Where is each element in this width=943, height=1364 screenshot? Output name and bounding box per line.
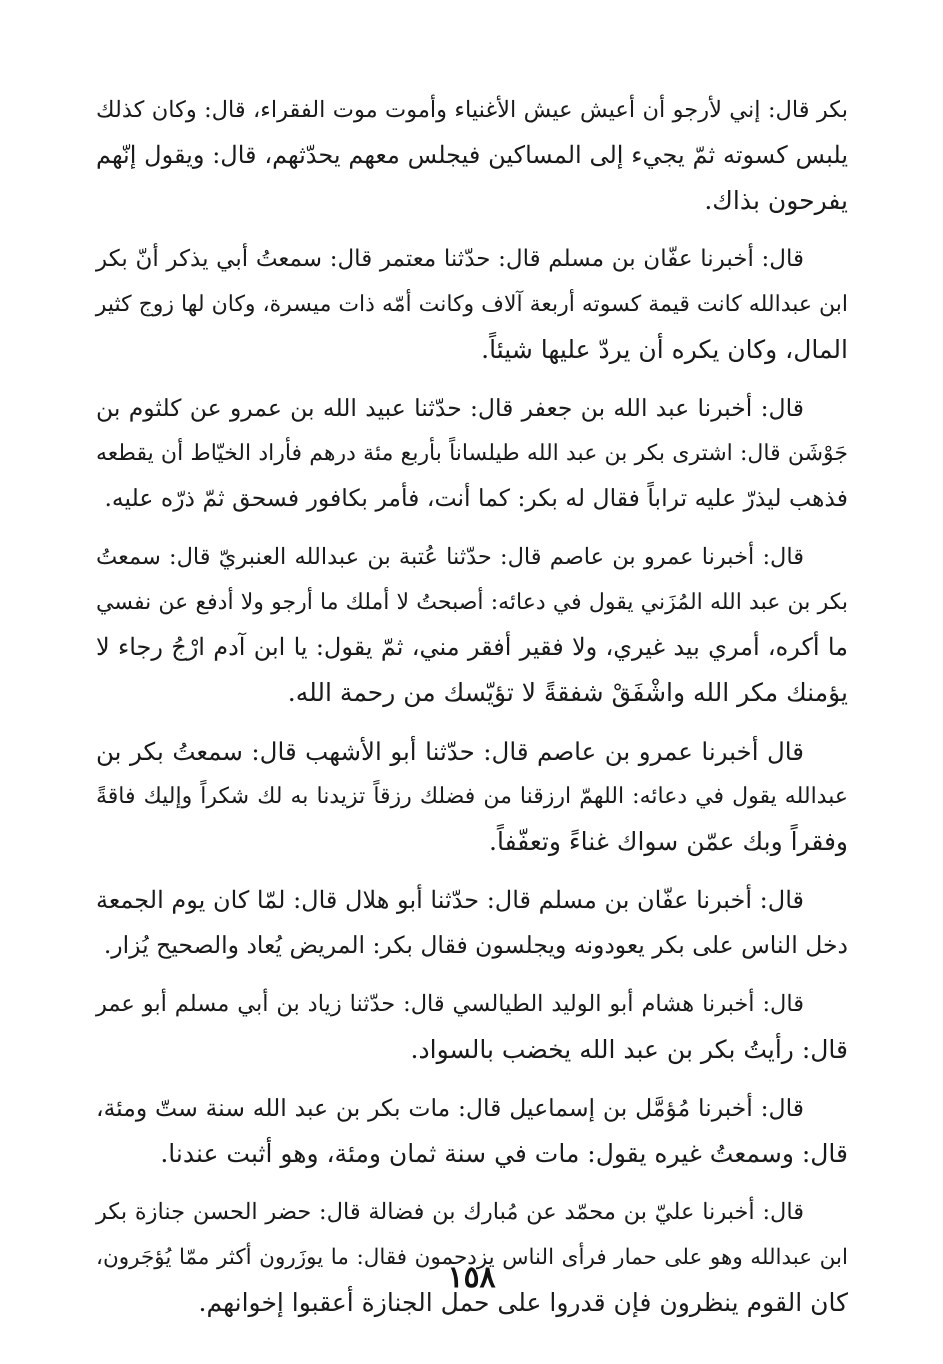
text-line: يفرحون بذاك. (704, 186, 848, 215)
text-line: بكر قال: إني لأرجو أن أعيش عيش الأغنياء وأموت موت الفقراء، قال: وكان كذلك (96, 97, 848, 123)
paragraph (96, 1190, 848, 1325)
text-line: وفقراً وبك عمّن سواك غناءً وتعفّفاً. (489, 827, 848, 856)
text-line: قال: وسمعتُ غيره يقول: مات في سنة ثمان ومئة، وهو أثبت عندنا. (160, 1139, 848, 1168)
paragraph (96, 535, 848, 715)
text-line: قال أخبرنا عمرو بن عاصم قال: حدّثنا أبو الأشهب قال: سمعتُ بكر بن (96, 737, 804, 766)
paragraph (96, 1086, 848, 1176)
text-line: بكر بن عبد الله المُزَني يقول في دعائه: أصبحتُ لا أملك ما أرجو ولا أدفع عن نفسي (96, 590, 848, 615)
text-line: قال: أخبرنا عمرو بن عاصم قال: حدّثنا عُتبة بن عبدالله العنبريّ قال: سمعتُ (96, 544, 804, 570)
text-line: يلبس كسوته ثمّ يجيء إلى المساكين فيجلس معهم يحدّثهم، قال: ويقول إنّهم (96, 141, 848, 169)
page-number: ١٥٨ (447, 1260, 496, 1295)
text-line: دخل الناس على بكر يعودونه ويجلسون فقال بكر: المريض يُعاد والصحيح يُزار. (103, 931, 848, 959)
text-line: ابن عبدالله كانت قيمة كسوته أربعة آلاف وكانت أمّه ذات ميسرة، وكان لها زوج كثير (95, 292, 848, 317)
text-line: ابن عبدالله وهو على حمار فرأى الناس يزدحمون فقال: ما يوزَرون أكثر ممّا يُؤجَرون، (96, 1245, 848, 1270)
text-line: يؤمنك مكر الله واشْفَقْ شفقةً لا تؤيّسك من رحمة الله. (287, 678, 848, 707)
text-line: عبدالله يقول في دعائه: اللهمّ ارزقنا من فضلك رزقاً تزيدنا به لك شكراً وإليك فاقةً (96, 784, 848, 809)
book-page-text (96, 88, 848, 1339)
text-line: قال: أخبرنا عفّان بن مسلم قال: حدّثنا معتمر قال: سمعتُ أبي يذكر أنّ بكر (96, 246, 804, 272)
text-line: قال: أخبرنا مُؤمَّل بن إسماعيل قال: مات بكر بن عبد الله سنة ستّ ومئة، (96, 1094, 804, 1122)
text-line: جَوْشَن قال: اشترى بكر بن عبد الله طيلساناً بأربع مئة درهم فأراد الخيّاط أن يقطعه (96, 441, 848, 466)
text-line: قال: أخبرنا عليّ بن محمّد عن مُبارك بن فضالة قال: حضر الحسن جنازة بكر (96, 1199, 804, 1225)
paragraph (96, 88, 848, 223)
text-line: كان القوم ينظرون فإن قدروا على حمل الجنازة أعقبوا إخوانهم. (198, 1288, 848, 1317)
paragraph (96, 386, 848, 521)
text-line: قال: أخبرنا هشام أبو الوليد الطيالسي قال: حدّثنا زياد بن أبي مسلم أبو عمر (96, 991, 804, 1017)
paragraph (96, 878, 848, 968)
text-line: قال: رأيتُ بكر بن عبد الله يخضب بالسواد. (410, 1035, 848, 1064)
paragraph (96, 729, 848, 864)
text-line: المال، وكان يكره أن يردّ عليها شيئاً. (481, 335, 848, 364)
paragraph (96, 237, 848, 372)
text-line: ما أكره، أمري بيد غيري، ولا فقير أفقر مني، ثمّ يقول: يا ابن آدم ارْجُ رجاء لا (96, 633, 848, 661)
text-line: قال: أخبرنا عبد الله بن جعفر قال: حدّثنا عبيد الله بن عمرو عن كلثوم بن (96, 394, 804, 422)
text-line: فذهب ليذرّ عليه تراباً فقال له بكر: كما أنت، فأمر بكافور فسحق ثمّ ذرّه عليه. (104, 484, 848, 512)
paragraph (96, 982, 848, 1072)
text-line: قال: أخبرنا عفّان بن مسلم قال: حدّثنا أبو هلال قال: لمّا كان يوم الجمعة (95, 886, 804, 914)
